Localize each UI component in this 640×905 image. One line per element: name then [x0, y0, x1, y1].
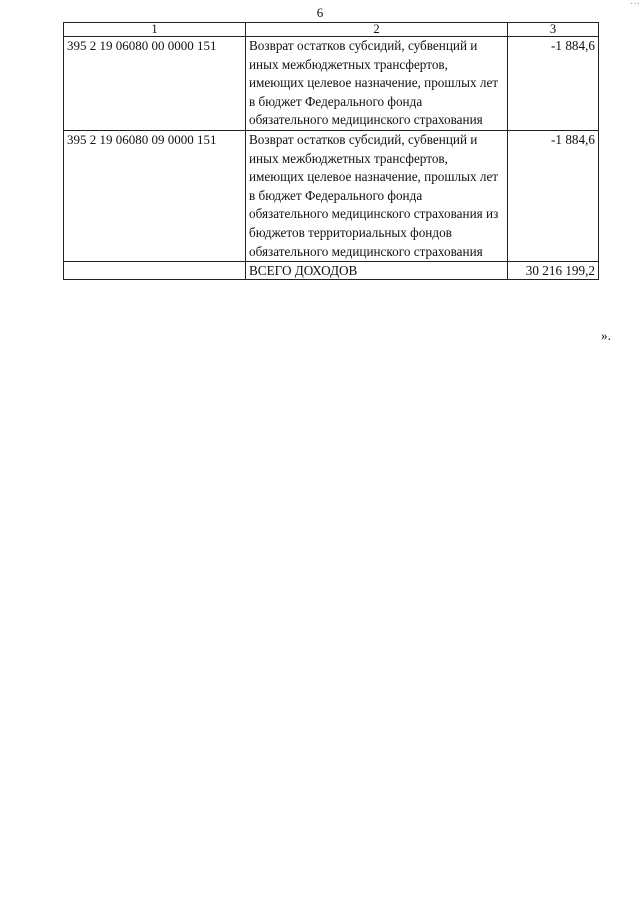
table-row [64, 37, 599, 131]
corner-mark: ··· [630, 0, 640, 10]
column-header-code: 1 [64, 23, 246, 37]
total-row [64, 262, 599, 280]
description-cell: Возврат остатков субсидий, субвенций и иных межбюджетных трансфертов, имеющих целевое назначение, прошлых лет в бюджет Федерального фонда обязательного медицинского страхования из бюджетов территориальных фондов обязательного медицинского страхования [246, 130, 508, 261]
amount-cell: -1 884,6 [508, 37, 599, 131]
page-number: 6 [316, 5, 324, 20]
total-label-cell: ВСЕГО ДОХОДОВ [246, 262, 508, 280]
budget-code-cell: 395 2 19 06080 09 0000 151 [64, 130, 246, 261]
column-header-amount: 3 [508, 23, 599, 37]
amount-cell: -1 884,6 [508, 130, 599, 261]
total-empty-cell [64, 262, 246, 280]
table-header-row [64, 23, 599, 37]
income-table [63, 22, 599, 280]
budget-code-cell: 395 2 19 06080 00 0000 151 [64, 37, 246, 131]
table-row [64, 130, 599, 261]
column-header-description: 2 [246, 23, 508, 37]
description-cell: Возврат остатков субсидий, субвенций и иных межбюджетных трансфертов, имеющих целевое назначение, прошлых лет в бюджет Федерального фонда обязательного медицинского страхования [246, 37, 508, 131]
closing-quote-mark: ». [601, 328, 611, 343]
total-amount-cell: 30 216 199,2 [508, 262, 599, 280]
